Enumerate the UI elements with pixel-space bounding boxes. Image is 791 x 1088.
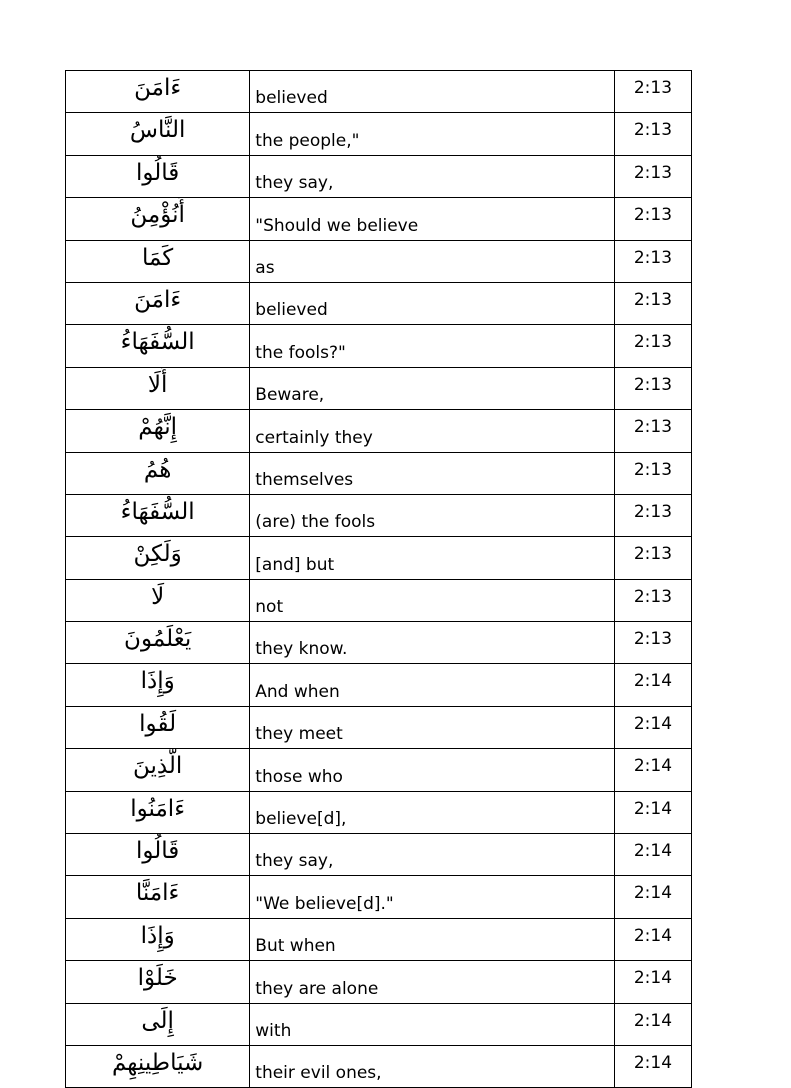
table-row xyxy=(66,706,692,748)
arabic-word-cell: ءَامَنَّا xyxy=(66,876,250,918)
english-translation-cell: believe[d], xyxy=(250,791,615,833)
arabic-word-cell: هُمُ xyxy=(66,452,250,494)
table-row xyxy=(66,325,692,367)
arabic-word-cell: يَعْلَمُونَ xyxy=(66,622,250,664)
word-by-word-table xyxy=(65,70,692,1088)
arabic-word-cell: ءَامَنَ xyxy=(66,71,250,113)
english-translation-cell: they say, xyxy=(250,155,615,197)
verse-reference-cell: 2:14 xyxy=(614,834,691,876)
table-row xyxy=(66,1045,692,1087)
arabic-word-cell: قَالُوا xyxy=(66,155,250,197)
english-translation-cell: themselves xyxy=(250,452,615,494)
verse-reference-cell: 2:13 xyxy=(614,537,691,579)
english-translation-cell: with xyxy=(250,1003,615,1045)
verse-reference-cell: 2:14 xyxy=(614,706,691,748)
verse-reference-cell: 2:14 xyxy=(614,791,691,833)
table-row xyxy=(66,198,692,240)
table-row xyxy=(66,113,692,155)
arabic-word-cell: أَلَا xyxy=(66,367,250,409)
table-row xyxy=(66,240,692,282)
table-row xyxy=(66,791,692,833)
arabic-word-cell: كَمَا xyxy=(66,240,250,282)
arabic-word-cell: خَلَوْا xyxy=(66,961,250,1003)
arabic-word-cell: وَإِذَا xyxy=(66,918,250,960)
verse-reference-cell: 2:14 xyxy=(614,664,691,706)
table-row xyxy=(66,71,692,113)
english-translation-cell: certainly they xyxy=(250,410,615,452)
table-row xyxy=(66,918,692,960)
table-row xyxy=(66,494,692,536)
english-translation-cell: as xyxy=(250,240,615,282)
english-translation-cell: they are alone xyxy=(250,961,615,1003)
table-row xyxy=(66,622,692,664)
table-row xyxy=(66,367,692,409)
arabic-word-cell: السُّفَهَاءُ xyxy=(66,325,250,367)
arabic-word-cell: إِلَى xyxy=(66,1003,250,1045)
arabic-word-cell: ءَامَنُوا xyxy=(66,791,250,833)
table-row xyxy=(66,1003,692,1045)
table-row xyxy=(66,537,692,579)
arabic-word-cell: إِنَّهُمْ xyxy=(66,410,250,452)
table-row xyxy=(66,452,692,494)
verse-reference-cell: 2:13 xyxy=(614,155,691,197)
arabic-word-cell: لَقُوا xyxy=(66,706,250,748)
table-row xyxy=(66,579,692,621)
verse-reference-cell: 2:14 xyxy=(614,876,691,918)
arabic-word-cell: أَنُؤْمِنُ xyxy=(66,198,250,240)
table-body xyxy=(66,71,692,1088)
english-translation-cell: they meet xyxy=(250,706,615,748)
table-row xyxy=(66,155,692,197)
arabic-word-cell: النَّاسُ xyxy=(66,113,250,155)
english-translation-cell: those who xyxy=(250,749,615,791)
english-translation-cell: the fools?" xyxy=(250,325,615,367)
verse-reference-cell: 2:13 xyxy=(614,240,691,282)
english-translation-cell: believed xyxy=(250,71,615,113)
arabic-word-cell: وَلَكِنْ xyxy=(66,537,250,579)
table-row xyxy=(66,876,692,918)
verse-reference-cell: 2:13 xyxy=(614,282,691,324)
english-translation-cell: [and] but xyxy=(250,537,615,579)
table-row xyxy=(66,664,692,706)
arabic-word-cell: ءَامَنَ xyxy=(66,282,250,324)
verse-reference-cell: 2:14 xyxy=(614,1003,691,1045)
arabic-word-cell: لَا xyxy=(66,579,250,621)
arabic-word-cell: وَإِذَا xyxy=(66,664,250,706)
english-translation-cell: And when xyxy=(250,664,615,706)
table-row xyxy=(66,410,692,452)
english-translation-cell: they say, xyxy=(250,834,615,876)
verse-reference-cell: 2:13 xyxy=(614,622,691,664)
table-row xyxy=(66,282,692,324)
verse-reference-cell: 2:13 xyxy=(614,367,691,409)
english-translation-cell: believed xyxy=(250,282,615,324)
arabic-word-cell: شَيَاطِينِهِمْ xyxy=(66,1045,250,1087)
verse-reference-cell: 2:13 xyxy=(614,494,691,536)
verse-reference-cell: 2:13 xyxy=(614,325,691,367)
table-row xyxy=(66,834,692,876)
verse-reference-cell: 2:13 xyxy=(614,71,691,113)
english-translation-cell: Beware, xyxy=(250,367,615,409)
verse-reference-cell: 2:13 xyxy=(614,113,691,155)
arabic-word-cell: قَالُوا xyxy=(66,834,250,876)
verse-reference-cell: 2:14 xyxy=(614,918,691,960)
verse-reference-cell: 2:13 xyxy=(614,452,691,494)
english-translation-cell: But when xyxy=(250,918,615,960)
verse-reference-cell: 2:14 xyxy=(614,961,691,1003)
english-translation-cell: they know. xyxy=(250,622,615,664)
verse-reference-cell: 2:13 xyxy=(614,410,691,452)
verse-reference-cell: 2:14 xyxy=(614,749,691,791)
verse-reference-cell: 2:13 xyxy=(614,579,691,621)
english-translation-cell: the people," xyxy=(250,113,615,155)
english-translation-cell: "Should we believe xyxy=(250,198,615,240)
table-row xyxy=(66,961,692,1003)
table-row xyxy=(66,749,692,791)
english-translation-cell: "We believe[d]." xyxy=(250,876,615,918)
arabic-word-cell: الَّذِينَ xyxy=(66,749,250,791)
english-translation-cell: their evil ones, xyxy=(250,1045,615,1087)
arabic-word-cell: السُّفَهَاءُ xyxy=(66,494,250,536)
verse-reference-cell: 2:13 xyxy=(614,198,691,240)
english-translation-cell: (are) the fools xyxy=(250,494,615,536)
verse-reference-cell: 2:14 xyxy=(614,1045,691,1087)
english-translation-cell: not xyxy=(250,579,615,621)
